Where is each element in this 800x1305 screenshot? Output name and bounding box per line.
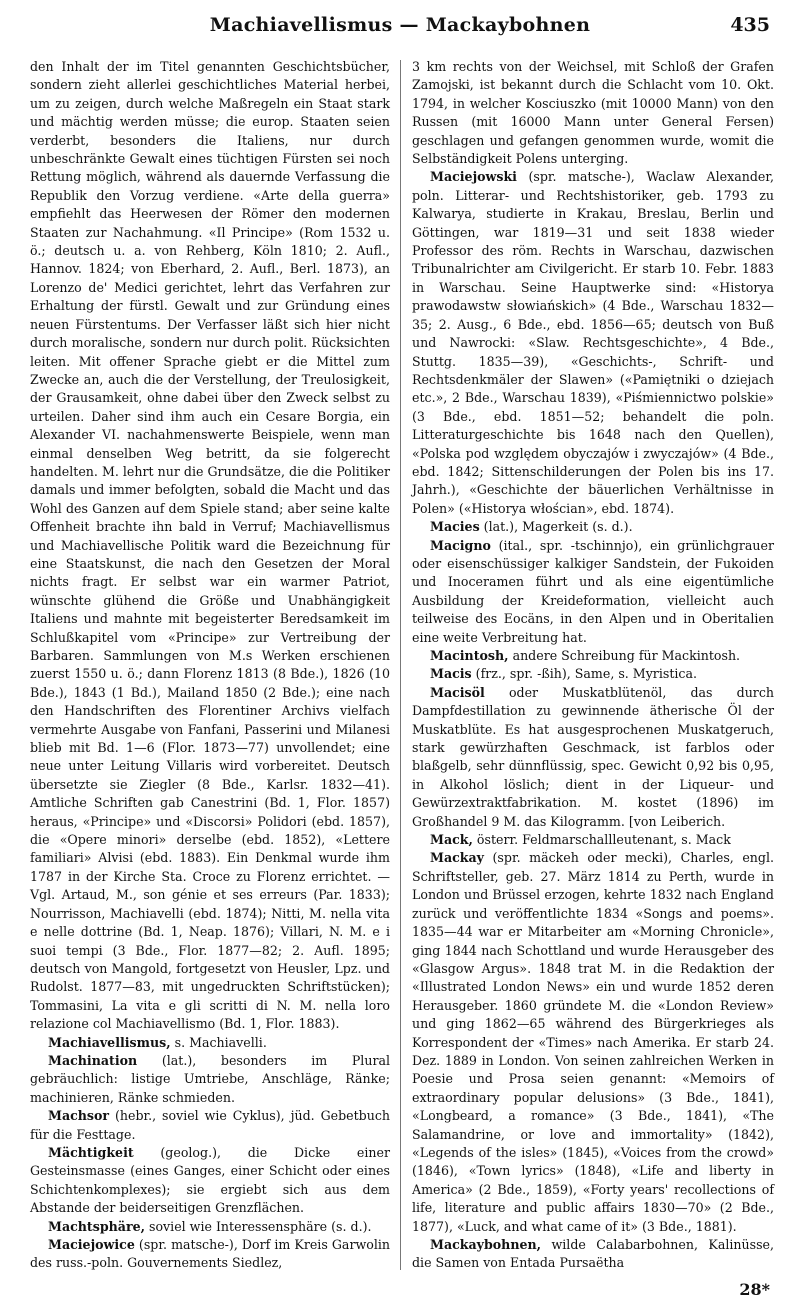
entry-machsor bbox=[30, 1107, 390, 1144]
column-divider bbox=[400, 60, 401, 1270]
headword: Macisöl bbox=[430, 684, 485, 700]
entry-mack bbox=[412, 831, 774, 849]
headword: Mackay bbox=[430, 850, 484, 866]
entry-text: wilde Calabarbohnen, Kalinüsse, die Samen von Entada Pursaëtha bbox=[412, 1237, 774, 1271]
entry-text: andere Schreibung für Mackintosh. bbox=[508, 648, 741, 663]
signature-mark: 28* bbox=[739, 1280, 770, 1299]
entry-maechtigkeit bbox=[30, 1144, 390, 1218]
entry-machination bbox=[30, 1052, 390, 1107]
entry-macigno bbox=[412, 537, 774, 647]
entry-text: (lat.), Magerkeit (s. d.). bbox=[479, 519, 633, 535]
left-column bbox=[30, 58, 390, 1273]
entry-text: s. Machiavelli. bbox=[170, 1034, 267, 1050]
entry-macintosh bbox=[412, 647, 774, 665]
entry-mackaybohnen bbox=[412, 1236, 774, 1273]
entry-text: (frz., spr. -ßih), Same, s. Myristica. bbox=[471, 666, 697, 682]
entry-text: (ital., spr. -tschinnjo), ein grünlichgrauer oder eisenschüssiger kalkiger Sandstein, der Fukoiden und Inoceramen führt und als eine eigentümliche Ausbildung der Kreideformation, vielleicht auch teilweise des Eocäns, in den Alpen und in Oberitalien eine weite Verbreitung hat. bbox=[412, 537, 774, 645]
headword: Mack, bbox=[430, 832, 473, 848]
entry-text: (spr. mäckeh oder mecki), Charles, engl. Schriftsteller, geb. 27. März 1814 zu Perth, wurde in London und Brüssel erzogen, kehrte 1832 nach England zurück und veröffentlichte 1834 «Songs and poems». 1835—44 war er Mitarbeiter am «Morning Chronicle», ging 1844 nach Schottland und wurde Herausgeber des «Glasgow Argus». 1848 trat M. in die Redaktion der «Illustrated London News» ein und wurde 1852 deren Herausgeber. 1860 gründete M. die «London Review» und ging 1862—65 während des Bürgerkrieges als Korrespondent der «Times» nach Amerika. Er starb 24. Dez. 1889 in London. Von seinen zahlreichen Werken in Poesie und Prosa seien genannt: «Memoirs of extraordinary popular delusions» (3 Bde., 1841), «Longbeard, a romance» (3 Bde., 1841), «The Salamandrine, or love and immortality» (1842), «Legends of the isles» (1845), «Voices from the crowd» (1846), «Town lyrics» (1848), «Life and liberty in America» (2 Bde., 1859), «Forty years' recollections of life, literature and public affairs 1830—70» (2 Bde., 1877), «Luck, and what came of it» (3 Bde., 1881). bbox=[412, 850, 774, 1234]
maciejowice-entry-continuation: 3 km rechts von der Weichsel, mit Schloß der Grafen Zamojski, ist bekannt durch die Schlacht vom 10. Okt. 1794, in welcher Kosciuszko (mit 10000 Mann) von den Russen (mit 16000 Mann unter General Fersen) geschlagen und gefangen genommen wurde, womit die Selbständigkeit Polens unterging. bbox=[412, 59, 774, 167]
headword: Machsor bbox=[48, 1108, 110, 1124]
headword: Mackaybohnen, bbox=[430, 1237, 542, 1252]
headword: Maciejowice bbox=[48, 1237, 135, 1252]
entry-text: (geolog.), die Dicke einer Gesteinsmasse (eines Ganges, einer Schicht oder eines Schichtenkomplexes); sie ergiebt sich aus dem Abstande der beiderseitigen Grenzflächen. bbox=[30, 1144, 390, 1216]
entry-macis bbox=[412, 665, 774, 683]
entry-text: (spr. matsche-), Dorf im Kreis Garwolin des russ.-poln. Gouvernements Siedlez, bbox=[30, 1237, 390, 1271]
headword: Macigno bbox=[430, 537, 491, 553]
entry-maciejowice bbox=[30, 1236, 390, 1273]
entry-mackay bbox=[412, 849, 774, 1236]
headword: Machiavellismus, bbox=[48, 1034, 171, 1050]
headword: Machination bbox=[48, 1052, 138, 1068]
entry-text: soviel wie Interessensphäre (s. d.). bbox=[145, 1218, 372, 1234]
headword: Mächtigkeit bbox=[48, 1144, 134, 1160]
entry-maciejowski bbox=[412, 168, 774, 518]
page-header bbox=[30, 14, 770, 44]
entry-text: (hebr., soviel wie Cyklus), jüd. Gebetbuch für die Festtage. bbox=[30, 1108, 390, 1142]
headword: Macis bbox=[430, 666, 472, 682]
entry-macisoel bbox=[412, 684, 774, 831]
entry-machtsphaere bbox=[30, 1218, 390, 1236]
headword: Machtsphäre, bbox=[48, 1218, 145, 1234]
entry-text: oder Muskatblütenöl, das durch Dampfdestillation zu gewinnende ätherische Öl der Muskatblüte. Es hat ausgesprochenen Muskatgeruch, stark gewürzhaften Geschmack, ist farblos oder blaßgelb, sehr dünnflüssig, spec. Gewicht 0,92 bis 0,95, in Alkohol löslich; dient in der Liqueur- und Gewürzextraktfabrikation. M. kostet (1896) im Großhandel 9 M. das Kilogramm. [von Leiberich. bbox=[412, 684, 774, 829]
machiavelli-entry-continuation: den Inhalt der im Titel genannten Geschichtsbücher, sondern zieht allerlei geschichtliches Material herbei, um zu zeigen, durch welche Maßregeln ein Staat stark und mächtig werden müsse; die europ. Staaten seien verderbt, besonders die Italiens, nur durch unbeschränkte Gewalt eines tüchtigen Fürsten sei noch Rettung möglich, während als dauernde Verfassung die Republik den Vorzug verdiene. «Arte della guerra» empfiehlt das Heerwesen der Römer den modernen Staaten zur Nachahmung. «Il Principe» (Rom 1532 u. ö.; deutsch u. a. von Rehberg, Köln 1810; 2. Aufl., Hannov. 1824; von Eberhard, 2. Aufl., Berl. 1873), an Lorenzo de' Medici gerichtet, lehrt das Verfahren zur Erhaltung der fürstl. Gewalt und zur Gründung eines neuen Fürstentums. Der Verfasser läßt sich hier nicht durch moralische, sondern nur durch polit. Rücksichten leiten. Mit offener Sprache giebt er die Mittel zum Zwecke an, auch die der Verstellung, der Treulosigkeit, der Grausamkeit, ohne dabei über den Zweck selbst zu urteilen. Daher sind ihm auch ein Cesare Borgia, ein Alexander VI. nachahmenswerte Beispiele, wenn man einmal denselben Weg betritt, da sie folgerecht handelten. M. lehrt nur die Grundsätze, die die Politiker damals und immer befolgten, sobald die Macht und das Wohl des Ganzen auf dem Spiele stand; aber seine kalte Offenheit brachte ihn bald in Verruf; Machiavellismus und Machiavellische Politik ward die Bezeichnung für eine Staatskunst, die nach den Gesetzen der Moral nichts fragt. Er selbst war ein warmer Patriot, wünschte glühend die Größe und Unabhängigkeit Italiens und mahnte mit begeisterter Beredsamkeit im Schlußkapitel vom «Principe» zur Vertreibung der Barbaren. Sammlungen von M.s Werken erschienen zuerst 1550 u. ö.; dann Florenz 1813 (8 Bde.), 1826 (10 Bde.), 1843 (1 Bd.), Mailand 1850 (2 Bde.); eine nach den Handschriften des Florentiner Archivs vielfach vermehrte Ausgabe von Fanfani, Passerini und Milanesi blieb mit Bd. 1—6 (Flor. 1873—77) unvollendet; eine neue unter Leitung Villaris wird vorbereitet. Deutsch übersetzte sie Ziegler (8 Bde., Karlsr. 1832—41). Amtliche Schriften gab Canestrini (Bd. 1, Flor. 1857) heraus, «Principe» und «Discorsi» Polidori (ebd. 1857), die «Opere minori» derselbe (ebd. 1852), «Lettere familiari» Alvisi (ebd. 1883). Ein Denkmal wurde ihm 1787 in der Kirche Sta. Croce zu Florenz errichtet. — Vgl. Artaud, M., son génie et ses erreurs (Par. 1833); Nourrisson, Machiavelli (ebd. 1874); Nitti, M. nella vita e nelle dottrine (Bd. 1, Neap. 1876); Villari, N. M. e i suoi tempi (3 Bde., Flor. 1877—82; 2. Aufl. 1895; deutsch von Mangold, fortgesetzt von Heusler, Lpz. und Rudolst. 1877—83, mit ungedruckten Schriftstücken); Tommasini, La vita e gli scritti di N. M. nella loro relazione col Machiavellismo (Bd. 1, Flor. 1883). bbox=[30, 59, 390, 1032]
entry-machiavellismus bbox=[30, 1034, 390, 1052]
entry-text: (lat.), besonders im Plural gebräuchlich: listige Umtriebe, Anschläge, Ränke; machinieren, Ränke schmieden. bbox=[30, 1052, 390, 1105]
page-number: 435 bbox=[730, 14, 770, 36]
headword: Macies bbox=[430, 519, 480, 535]
right-column bbox=[412, 58, 774, 1273]
running-title: Machiavellismus — Mackaybohnen bbox=[209, 14, 591, 36]
headword: Macintosh, bbox=[430, 648, 509, 663]
entry-text: (spr. matsche-), Waclaw Alexander, poln. Litterar- und Rechtshistoriker, geb. 1793 zu Kalwarya, studierte in Krakau, Breslau, Berlin und Göttingen, war 1819—31 und seit 1838 wieder Professor des röm. Rechts in Warschau, dazwischen Tribunalrichter am Civilgericht. Er starb 10. Febr. 1883 in Warschau. Seine Hauptwerke sind: «Historya prawodawstw słowiańskich» (4 Bde., Warschau 1832—35; 2. Ausg., 6 Bde., ebd. 1856—65; deutsch von Buß und Nawrocki: «Slaw. Rechtsgeschichte», 4 Bde., Stuttg. 1835—39), «Geschichts-, Schrift- und Rechtsdenkmäler der Slawen» («Pamiętniki o dziejach etc.», 2 Bde., Warschau 1839), «Piśmiennictwo polskie» (3 Bde., ebd. 1851—52; behandelt die poln. Litteraturgeschichte bis 1648 nach den Quellen), «Polska pod względem obyczajów i zwyczajów» (4 Bde., ebd. 1842; Sittenschilderungen der Polen bis ins 17. Jahrh.), «Geschichte der bäuerlichen Verhältnisse in Polen» («Historya włościan», ebd. 1874). bbox=[412, 169, 774, 516]
headword: Maciejowski bbox=[430, 169, 517, 185]
entry-text: österr. Feldmarschallleutenant, s. Mack bbox=[472, 832, 731, 848]
entry-macies bbox=[412, 518, 774, 536]
